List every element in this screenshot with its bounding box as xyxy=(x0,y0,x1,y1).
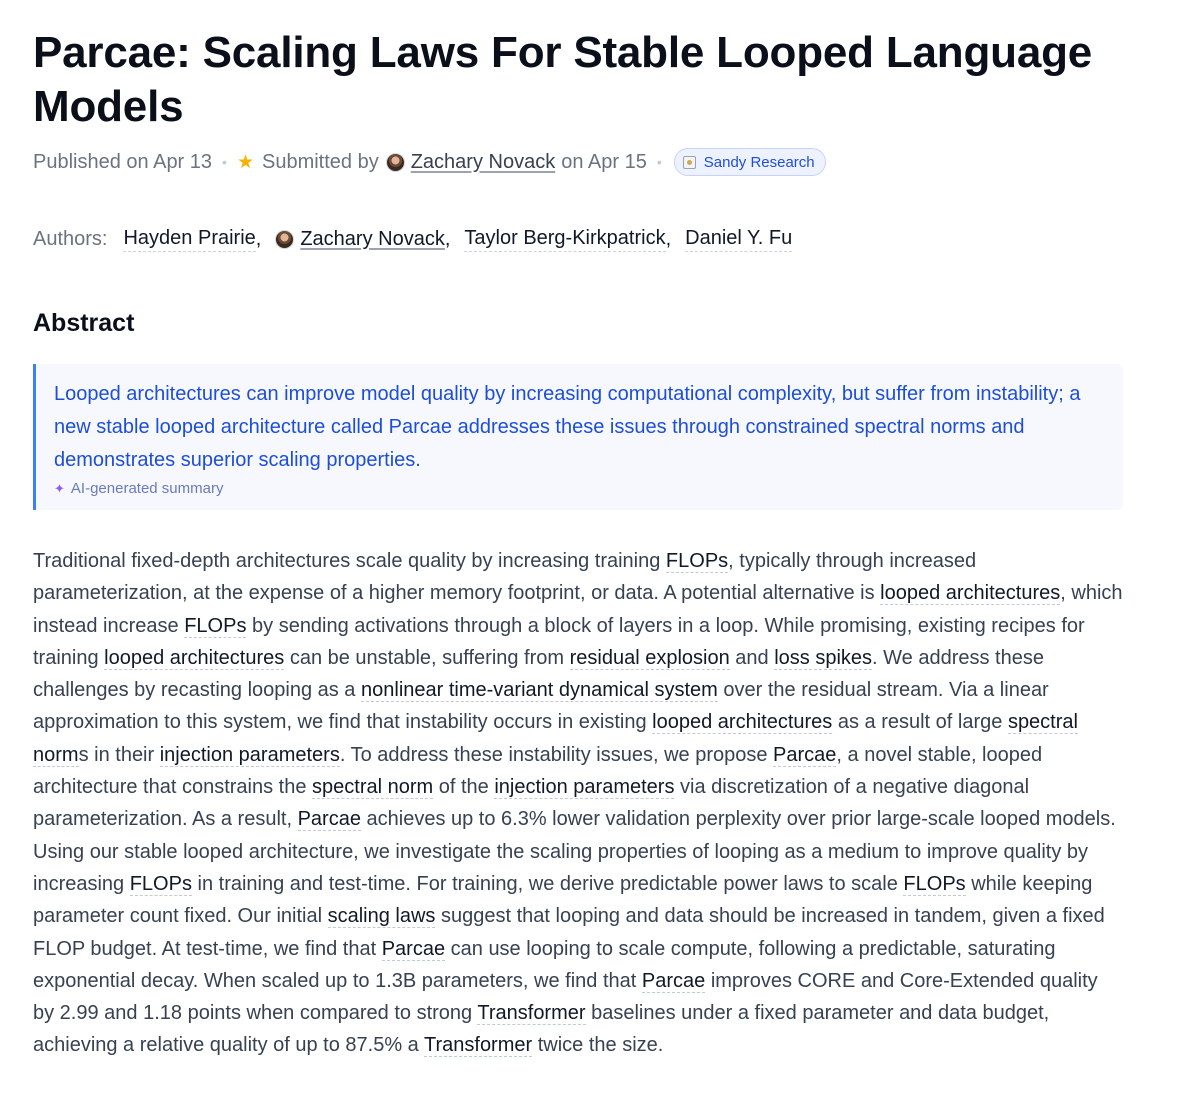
abstract-text: by sending activations through a block of layers in a loop. While promising, existing recipes for training xyxy=(33,614,1085,669)
organization-icon xyxy=(683,156,696,169)
meta-separator: • xyxy=(222,154,227,170)
abstract-text: of the xyxy=(433,776,495,799)
ai-summary-label: AI-generated summary xyxy=(70,480,224,497)
keyword-link[interactable]: FLOPs xyxy=(129,872,192,895)
organization-badge[interactable] xyxy=(674,148,826,176)
paper-title: Parcae: Scaling Laws For Stable Looped Language Models xyxy=(33,28,1093,131)
keyword-link[interactable]: Parcae xyxy=(381,937,446,960)
author-item[interactable] xyxy=(685,227,792,252)
abstract-text: , which instead increase xyxy=(33,582,1123,637)
keyword-link[interactable]: scaling laws xyxy=(327,905,436,928)
submitted-by-label: Submitted by xyxy=(261,150,379,173)
keyword-link[interactable]: Parcae xyxy=(297,808,361,831)
abstract-text: in training and test-time. For training, we derive predictable power laws to scale xyxy=(191,872,904,895)
author-name[interactable]: Zachary Novack xyxy=(300,227,445,250)
abstract-text: over the residual stream. Via a linear approximation to this system, we find that instability occurs in existing xyxy=(33,679,1049,734)
abstract-text: , typically through increased parameterization, at the expense of a higher memory footprint, or data. A potential alternative is xyxy=(33,550,977,605)
keyword-link[interactable]: looped architectures xyxy=(104,646,285,669)
keyword-link[interactable]: loss spikes xyxy=(774,646,873,669)
submitter-avatar xyxy=(386,153,405,172)
keyword-link[interactable]: FLOPs xyxy=(903,872,966,895)
ai-summary-note xyxy=(54,480,1105,497)
organization-name: Sandy Research xyxy=(703,153,815,171)
abstract-text: Traditional fixed-depth architectures scale quality by increasing training xyxy=(33,550,666,572)
abstract-text: while keeping parameter count fixed. Our initial xyxy=(33,872,1093,928)
abstract-text: can be unstable, suffering from xyxy=(284,646,570,669)
abstract-text: achieves up to 6.3% lower validation perplexity over prior large-scale looped models. Using our stable looped architecture, we investigate the scaling properties of looping as a medium to improve quality by increasing xyxy=(33,808,1116,895)
keyword-link[interactable]: spectral norm xyxy=(33,711,1078,766)
keyword-link[interactable]: residual explosion xyxy=(569,646,730,669)
author-name[interactable]: Daniel Y. Fu xyxy=(685,227,792,252)
ai-summary-box xyxy=(33,364,1123,510)
keyword-link[interactable]: Parcae xyxy=(773,743,837,766)
ai-summary-text: Looped architectures can improve model quality by increasing computational complexity, but suffer from instability; a new stable looped architecture called Parcae addresses these issues through constrained spectral norms and demonstrates superior scaling properties. xyxy=(54,383,1081,471)
keyword-link[interactable]: nonlinear time-variant dynamical system xyxy=(361,679,718,702)
abstract-text: suggest that looping and data should be increased in tandem, given a fixed FLOP budget. At test-time, we find that xyxy=(33,905,1105,960)
abstract-text: . We address these challenges by recasting looping as a xyxy=(33,646,1044,702)
sparkle-icon: ✦ xyxy=(54,480,65,496)
abstract-heading: Abstract xyxy=(33,309,135,337)
keyword-link[interactable]: Transformer xyxy=(477,1002,586,1025)
authors-label: Authors: xyxy=(33,227,108,250)
submitter-link[interactable]: Zachary Novack xyxy=(410,150,556,173)
abstract-text: via discretization of a negative diagonal parameterization. As a result, xyxy=(33,776,1030,831)
abstract-text: and xyxy=(729,646,775,669)
abstract-text: improves CORE and Core-Extended quality by 2.99 and 1.18 points when compared to strong xyxy=(33,969,1098,1025)
submitted-date: on Apr 15 xyxy=(561,150,647,173)
author-item[interactable]: Taylor Berg-Kirkpatrick , xyxy=(464,226,672,250)
meta-separator: • xyxy=(656,154,662,170)
keyword-link[interactable]: spectral norm xyxy=(312,776,434,799)
keyword-link[interactable]: injection parameters xyxy=(494,776,675,799)
published-date: Published on Apr 13 xyxy=(33,150,213,173)
abstract-text: can use looping to scale compute, following a predictable, saturating exponential decay. When scaled up to 1.3B parameters, we find that xyxy=(33,937,1056,992)
abstract-text: baselines under a fixed parameter and data budget, achieving a relative quality of up to 87.5% a xyxy=(33,1002,1050,1057)
keyword-link[interactable]: looped architectures xyxy=(880,582,1061,605)
star-icon: ★ xyxy=(236,151,254,173)
keyword-link[interactable]: Transformer xyxy=(424,1034,533,1057)
author-item[interactable]: Zachary Novack , xyxy=(275,228,452,251)
author-avatar xyxy=(275,230,294,249)
authors-row xyxy=(33,224,1123,254)
abstract-text: as a result of large xyxy=(832,711,1008,734)
keyword-link[interactable]: FLOPs xyxy=(665,550,729,572)
keyword-link[interactable]: Parcae xyxy=(641,969,706,992)
paper-meta xyxy=(33,147,1123,177)
abstract-text: , a novel stable, looped architecture that constrains the xyxy=(33,743,1043,799)
author-item[interactable]: Hayden Prairie , xyxy=(123,226,262,250)
abstract-text: s in their xyxy=(78,743,160,766)
abstract-text: twice the size. xyxy=(532,1034,664,1057)
keyword-link[interactable]: looped architectures xyxy=(652,711,833,734)
abstract-body xyxy=(33,545,1123,1062)
keyword-link[interactable]: FLOPs xyxy=(184,614,247,637)
author-name[interactable]: Hayden Prairie xyxy=(123,227,255,252)
author-name[interactable]: Taylor Berg-Kirkpatrick xyxy=(464,227,665,252)
keyword-link[interactable]: injection parameters xyxy=(159,743,340,766)
abstract-text: . To address these instability issues, we propose xyxy=(339,743,774,766)
